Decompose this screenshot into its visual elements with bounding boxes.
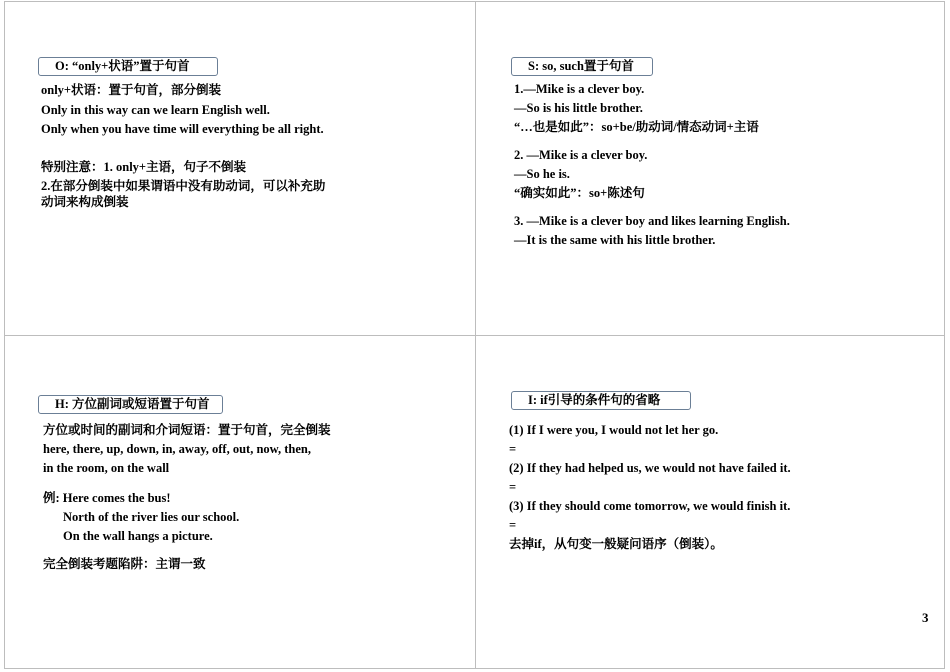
text-line: —It is the same with his little brother. [514,233,716,247]
text-line: 例: Here comes the bus! [43,491,171,505]
text-line: 特别注意：1. only+主语，句子不倒装 [41,160,247,174]
slide-title-tag: H: 方位副词或短语置于句首 [38,395,223,414]
text-line: = [509,480,517,494]
text-line: —So he is. [514,167,570,181]
page-number: 3 [922,610,929,625]
text-line: —So is his little brother. [514,101,643,115]
text-line: “…也是如此”：so+be/助动词/情态动词+主语 [514,120,759,134]
text-line: (3) If they should come tomorrow, we would finish it. [509,499,791,513]
text-line: Only in this way can we learn English well. [41,103,270,117]
text-line: 1.—Mike is a clever boy. [514,82,645,96]
text-line: in the room, on the wall [43,461,170,475]
text-line: 动词来构成倒装 [41,195,129,209]
text-line: 完全倒装考题陷阱：主谓一致 [43,557,206,571]
horizontal-divider [4,335,945,336]
text-line: here, there, up, down, in, away, off, out, now, then, [43,442,311,456]
text-line: 2. —Mike is a clever boy. [514,148,648,162]
text-line: Only when you have time will everything be all right. [41,122,324,136]
text-line: = [509,442,517,456]
text-line: = [509,518,517,532]
slide-title-tag: S: so, such置于句首 [511,57,653,76]
text-line: 方位或时间的副词和介词短语：置于句首，完全倒装 [43,423,331,437]
text-line: On the wall hangs a picture. [63,529,213,543]
text-line: (2) If they had helped us, we would not have failed it. [509,461,791,475]
text-line: 3. —Mike is a clever boy and likes learning English. [514,214,790,228]
text-line: 去掉if，从句变一般疑问语序（倒装）。 [509,537,723,551]
text-line: 2.在部分倒装中如果谓语中没有助动词，可以补充助 [41,179,326,193]
text-line: (1) If I were you, I would not let her go. [509,423,719,437]
text-line: “确实如此”：so+陈述句 [514,186,645,200]
slide-title-tag: O: “only+状语”置于句首 [38,57,218,76]
text-line: only+状语：置于句首，部分倒装 [41,83,222,97]
slide-title-tag: I: if引导的条件句的省略 [511,391,691,410]
text-line: North of the river lies our school. [63,510,240,524]
